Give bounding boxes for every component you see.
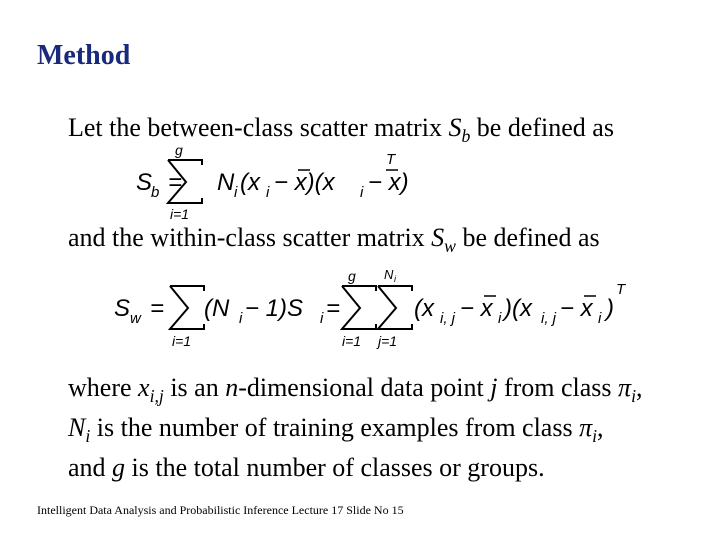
within-class-equation xyxy=(108,262,638,350)
svg-text:S: S xyxy=(136,169,153,196)
svg-text:i, j: i, j xyxy=(440,310,455,327)
slide-footer: Intelligent Data Analysis and Probabilistic Inference Lecture 17 Slide No 15 xyxy=(37,503,404,517)
svg-text:)(x: )(x xyxy=(504,295,532,322)
svg-text:T: T xyxy=(616,281,626,298)
svg-text:): ) xyxy=(606,295,614,322)
svg-text:g: g xyxy=(348,268,356,284)
svg-text:i: i xyxy=(360,184,364,201)
svg-text:− x: − x xyxy=(560,295,593,322)
svg-text:i: i xyxy=(394,274,396,284)
svg-text:b: b xyxy=(151,184,160,201)
svg-text:i: i xyxy=(598,310,602,327)
svg-text:=: = xyxy=(326,295,341,322)
svg-text:j=1: j=1 xyxy=(378,333,398,349)
svg-text:T: T xyxy=(386,151,396,168)
svg-text:− x): − x) xyxy=(368,169,409,196)
summation-symbol xyxy=(342,286,376,329)
svg-text:N: N xyxy=(217,169,235,196)
between-class-sentence: Let the between-class scatter matrix $S_b$ be defined as xyxy=(68,113,614,147)
svg-text:i: i xyxy=(498,310,502,327)
svg-text:=: = xyxy=(150,295,165,322)
svg-text:i: i xyxy=(266,184,270,201)
between-class-equation xyxy=(130,140,409,222)
svg-text:g: g xyxy=(175,142,183,158)
svg-text:i=1: i=1 xyxy=(170,206,190,222)
svg-text:i: i xyxy=(320,310,324,327)
svg-text:i=1: i=1 xyxy=(342,333,362,349)
svg-text:(x: (x xyxy=(414,295,434,322)
svg-text:− x: − x xyxy=(460,295,493,322)
svg-text:=: = xyxy=(168,169,183,196)
svg-text:i, j: i, j xyxy=(541,310,556,327)
slide-title: Method xyxy=(37,40,131,71)
svg-text:i: i xyxy=(239,310,243,327)
svg-text:N: N xyxy=(384,267,394,282)
svg-text:− 1)S: − 1)S xyxy=(245,295,304,322)
definition-line-2: $N_i$ is the number of training examples from class $\pi_i$, xyxy=(68,413,604,447)
svg-text:i: i xyxy=(234,184,238,201)
svg-text:i=1: i=1 xyxy=(172,333,192,349)
svg-text:S: S xyxy=(114,295,131,322)
definitions-paragraph xyxy=(68,372,643,483)
definition-line-1: where $x_{i,j}$ is an n-dimensional data point j from class $\pi_i$, xyxy=(68,373,643,407)
svg-text:(N: (N xyxy=(204,295,230,322)
svg-text:(x: (x xyxy=(240,169,260,196)
within-class-sentence: and the within-class scatter matrix $S_w$ be defined as xyxy=(68,223,600,257)
summation-symbol xyxy=(378,286,412,329)
summation-symbol xyxy=(170,286,204,329)
definition-line-3: and g is the total number of classes or groups. xyxy=(68,453,545,483)
svg-text:w: w xyxy=(130,310,141,327)
svg-text:− x)(x: − x)(x xyxy=(274,169,335,196)
